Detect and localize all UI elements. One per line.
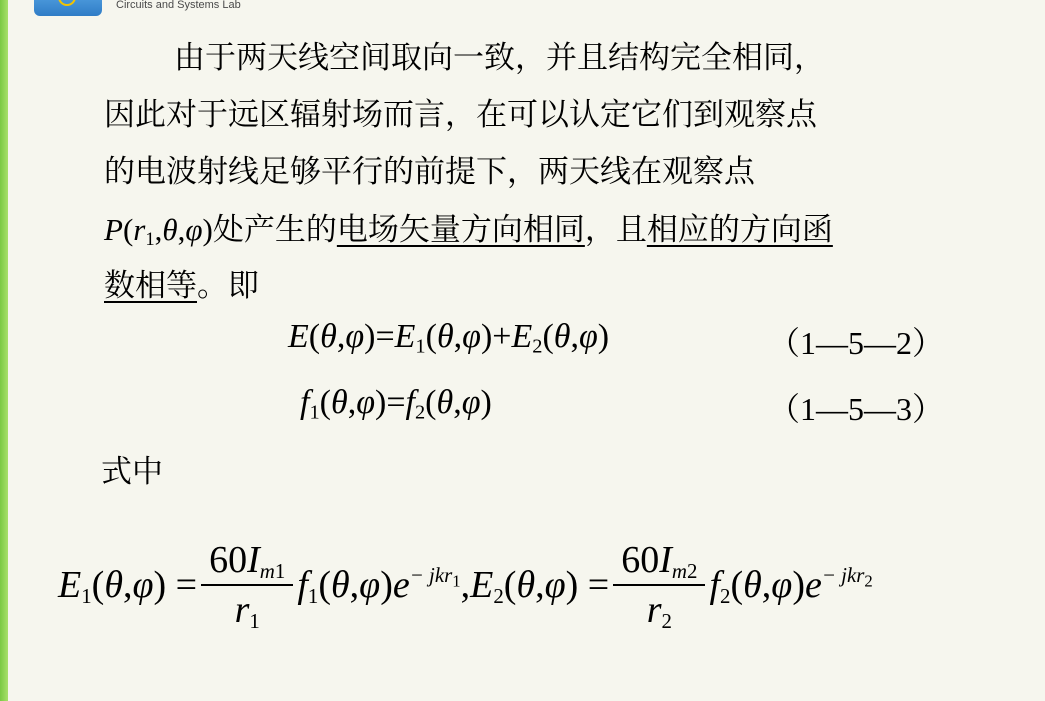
paragraph-line-2: 因此对于远区辐射场而言，在可以认定它们到观察点 [104, 97, 817, 133]
lab-logo [34, 0, 102, 16]
equation-1-5-2: $E(\theta,\varphi)=E_1(\theta,\varphi)+E_2(\theta,\varphi)$ [288, 318, 610, 358]
coef-2: 60 [621, 539, 660, 581]
underlined-phrase-field-vector: 电场矢量方向相同 [336, 212, 585, 248]
fraction-1: $\frac{60I_{m1}}{r_1}$ [205, 538, 289, 632]
line5-tail: 。即 [197, 268, 259, 304]
underlined-phrase-equal: 数相等 [104, 268, 197, 304]
paragraph-line-4 [104, 201, 984, 258]
equation-number-2: （1—5—3） [768, 391, 945, 427]
field-formula: $E_1(\theta,\varphi)$ = $\frac{60I_{m1}}{r_1}$ $f_1(\theta,\varphi)e^{- jkr_1},E_2(\theta,\varphi)$ = $\frac{60I_{m2}}{r_2}$ $f_2(\theta,\varphi)e^{- jkr_2}$ [58, 539, 873, 633]
equation-number-1: （1—5—2） [768, 325, 945, 361]
line4-text: 处产生的 [212, 212, 337, 248]
body-paragraph [104, 30, 984, 315]
where-label: 式中 [101, 454, 163, 490]
line4-mid-text: ，且 [584, 212, 647, 248]
coef-1: 60 [209, 539, 248, 581]
paragraph-line-3: 的电波射线足够平行的前提下，两天线在观察点 [104, 154, 755, 190]
observation-point-expr: $P(r_1,\theta,\varphi)$ [104, 212, 213, 251]
lab-name: Circuits and Systems Lab [116, 0, 241, 11]
paragraph-line-1: 由于两天线空间取向一致，并且结构完全相同， [174, 40, 825, 76]
underlined-phrase-pattern-function: 相应的方向函 [646, 212, 833, 248]
left-accent-bar [0, 0, 8, 701]
equation-1-5-3: $f_1(\theta,\varphi)=f_2(\theta,\varphi)$ [300, 384, 492, 424]
fraction-2: $\frac{60I_{m2}}{r_2}$ [617, 538, 701, 632]
paragraph-line-5 [104, 258, 984, 315]
